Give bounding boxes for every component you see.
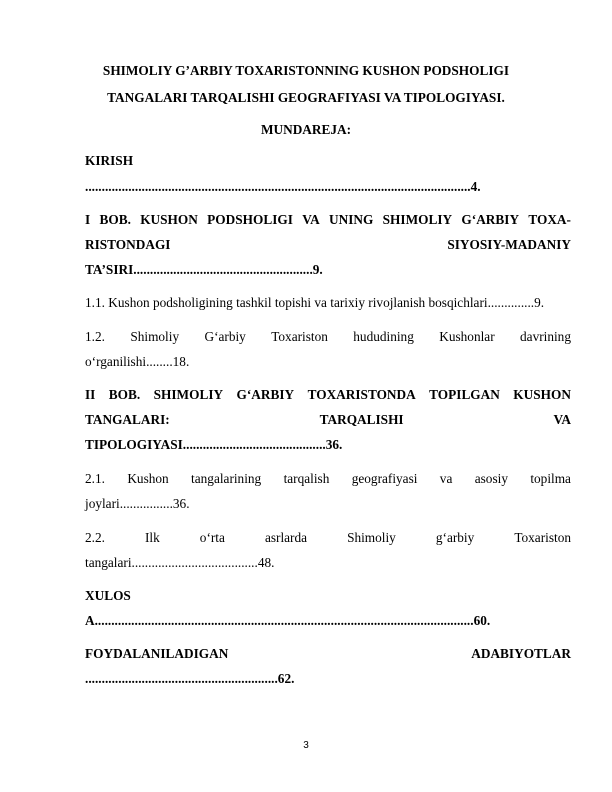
toc-word: G‘ARBIY bbox=[236, 387, 295, 402]
toc-word: KUSHON bbox=[513, 387, 571, 402]
toc-section-1-1: 1.1. Kushon podsholigining tashkil topishi va tarixiy rivojlanish bosqichlari..............9. bbox=[85, 295, 545, 310]
toc-kirish-leader: ....................................................................................................................4. bbox=[85, 179, 481, 194]
toc-word: 2.2. bbox=[85, 530, 105, 545]
toc-adabiyotlar-line1 bbox=[85, 646, 571, 662]
toc-word: g‘arbiy bbox=[435, 530, 475, 545]
toc-word: o‘rta bbox=[199, 530, 225, 545]
toc-word: TANGALARI: bbox=[85, 412, 170, 427]
toc-word: G‘arbiy bbox=[204, 329, 246, 344]
toc-word: SHIMOLIY bbox=[153, 387, 224, 402]
toc-word: RISTONDAGI bbox=[85, 237, 171, 252]
toc-bob2-line3: TIPOLOGIYASI...........................................36. bbox=[85, 437, 343, 452]
toc-word: II bbox=[85, 387, 96, 402]
toc-word: Ilk bbox=[144, 530, 160, 545]
toc-word: topilma bbox=[530, 471, 571, 486]
toc-word: Kushonlar bbox=[439, 329, 495, 344]
toc-adabiyotlar-leader: ..........................................................62. bbox=[85, 671, 295, 686]
toc-word: tarqalish bbox=[283, 471, 330, 486]
page-number: 3 bbox=[303, 740, 309, 751]
toc-word: Toxariston bbox=[271, 329, 328, 344]
toc-word: TOPILGAN bbox=[429, 387, 500, 402]
toc-bob2-line1 bbox=[85, 387, 571, 403]
toc-word: G‘ARBIY bbox=[461, 212, 520, 227]
toc-word: asrlarda bbox=[264, 530, 308, 545]
toc-word: davrining bbox=[520, 329, 571, 344]
toc-word: tangalarining bbox=[191, 471, 262, 486]
toc-word: 1.2. bbox=[85, 329, 105, 344]
toc-word: VA bbox=[553, 412, 571, 427]
toc-xulosa-label: XULOS bbox=[85, 588, 131, 603]
toc-section-2-2-line1 bbox=[85, 530, 571, 546]
toc-word: UNING bbox=[329, 212, 374, 227]
toc-word: PODSHOLIGI bbox=[207, 212, 293, 227]
toc-kirish-label: KIRISH bbox=[85, 153, 134, 168]
toc-word: asosiy bbox=[474, 471, 508, 486]
toc-bob1-line3: TA’SIRI......................................................9. bbox=[85, 262, 323, 277]
toc-section-2-1-line1 bbox=[85, 471, 571, 487]
toc-word: TOXARISTONDA bbox=[307, 387, 416, 402]
toc-section-2-1-line2: joylari................36. bbox=[85, 496, 190, 511]
toc-section-1-2-line1 bbox=[85, 329, 571, 345]
document-title-line-1: SHIMOLIY G’ARBIY TOXARISTONNING KUSHON PODSHOLIGI bbox=[102, 63, 510, 78]
toc-section-2-2-line2: tangalari......................................48. bbox=[85, 555, 275, 570]
toc-word: TOXA- bbox=[528, 212, 571, 227]
toc-section-1-2-line2: o‘rganilishi........18. bbox=[85, 354, 190, 369]
toc-word: I bbox=[85, 212, 91, 227]
toc-bob1-line2 bbox=[85, 237, 571, 253]
toc-word: geografiyasi bbox=[351, 471, 418, 486]
toc-word: ADABIYOTLAR bbox=[471, 646, 571, 661]
toc-word: Shimoliy bbox=[130, 329, 180, 344]
toc-word: VA bbox=[302, 212, 320, 227]
toc-word: va bbox=[439, 471, 453, 486]
toc-word: BOB. bbox=[99, 212, 131, 227]
toc-word: FOYDALANILADIGAN bbox=[85, 646, 229, 661]
toc-bob1-line1 bbox=[85, 212, 571, 228]
contents-heading: MUNDAREJA: bbox=[260, 122, 352, 137]
toc-word: SHIMOLIY bbox=[382, 212, 453, 227]
toc-word: 2.1. bbox=[85, 471, 105, 486]
toc-bob2-line2 bbox=[85, 412, 571, 428]
toc-word: hududining bbox=[353, 329, 414, 344]
document-title-line-2: TANGALARI TARQALISHI GEOGRAFIYASI VA TIPOLOGIYASI. bbox=[107, 90, 505, 105]
toc-xulosa-leader: A..................................................................................................................60. bbox=[85, 613, 491, 628]
toc-word: Toxariston bbox=[514, 530, 571, 545]
toc-word: BOB. bbox=[108, 387, 141, 402]
toc-word: SIYOSIY-MADANIY bbox=[447, 237, 571, 252]
toc-word: Kushon bbox=[127, 471, 169, 486]
toc-word: TARQALISHI bbox=[319, 412, 404, 427]
toc-word: Shimoliy bbox=[347, 530, 396, 545]
toc-word: KUSHON bbox=[140, 212, 198, 227]
